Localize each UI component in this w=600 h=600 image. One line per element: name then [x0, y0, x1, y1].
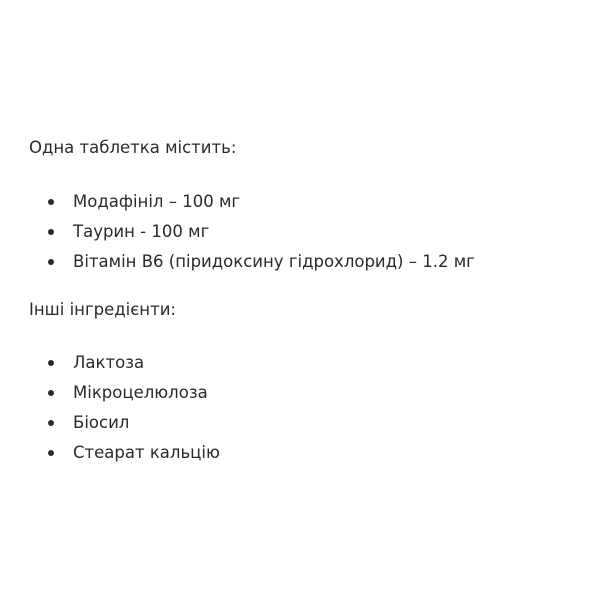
bullet-icon: [48, 259, 54, 265]
product-composition: [29, 136, 589, 468]
bullet-icon: [48, 450, 54, 456]
list-item: [29, 348, 589, 378]
list-item-text: Біосил: [73, 413, 130, 432]
composition-heading: Одна таблетка містить:: [29, 138, 237, 157]
other-ingredients-heading: Інші інгредієнти:: [29, 300, 176, 319]
bullet-icon: [48, 420, 54, 426]
list-item: [29, 247, 589, 277]
active-ingredients-list: [29, 187, 589, 277]
list-item: [29, 187, 589, 217]
list-item: [29, 438, 589, 468]
list-item-text: Стеарат кальцію: [73, 443, 220, 462]
list-item-text: Модафініл – 100 мг: [73, 192, 241, 211]
list-item-text: Мікроцелюлоза: [73, 383, 208, 402]
list-item-text: Таурин - 100 мг: [73, 222, 210, 241]
list-item-text: Вітамін В6 (піридоксину гідрохлорид) – 1.2 мг: [73, 252, 475, 271]
list-item: [29, 378, 589, 408]
list-item: [29, 217, 589, 247]
list-item: [29, 408, 589, 438]
bullet-icon: [48, 360, 54, 366]
list-item-text: Лактоза: [73, 353, 145, 372]
bullet-icon: [48, 390, 54, 396]
other-ingredients-list: [29, 348, 589, 468]
bullet-icon: [48, 199, 54, 205]
bullet-icon: [48, 229, 54, 235]
